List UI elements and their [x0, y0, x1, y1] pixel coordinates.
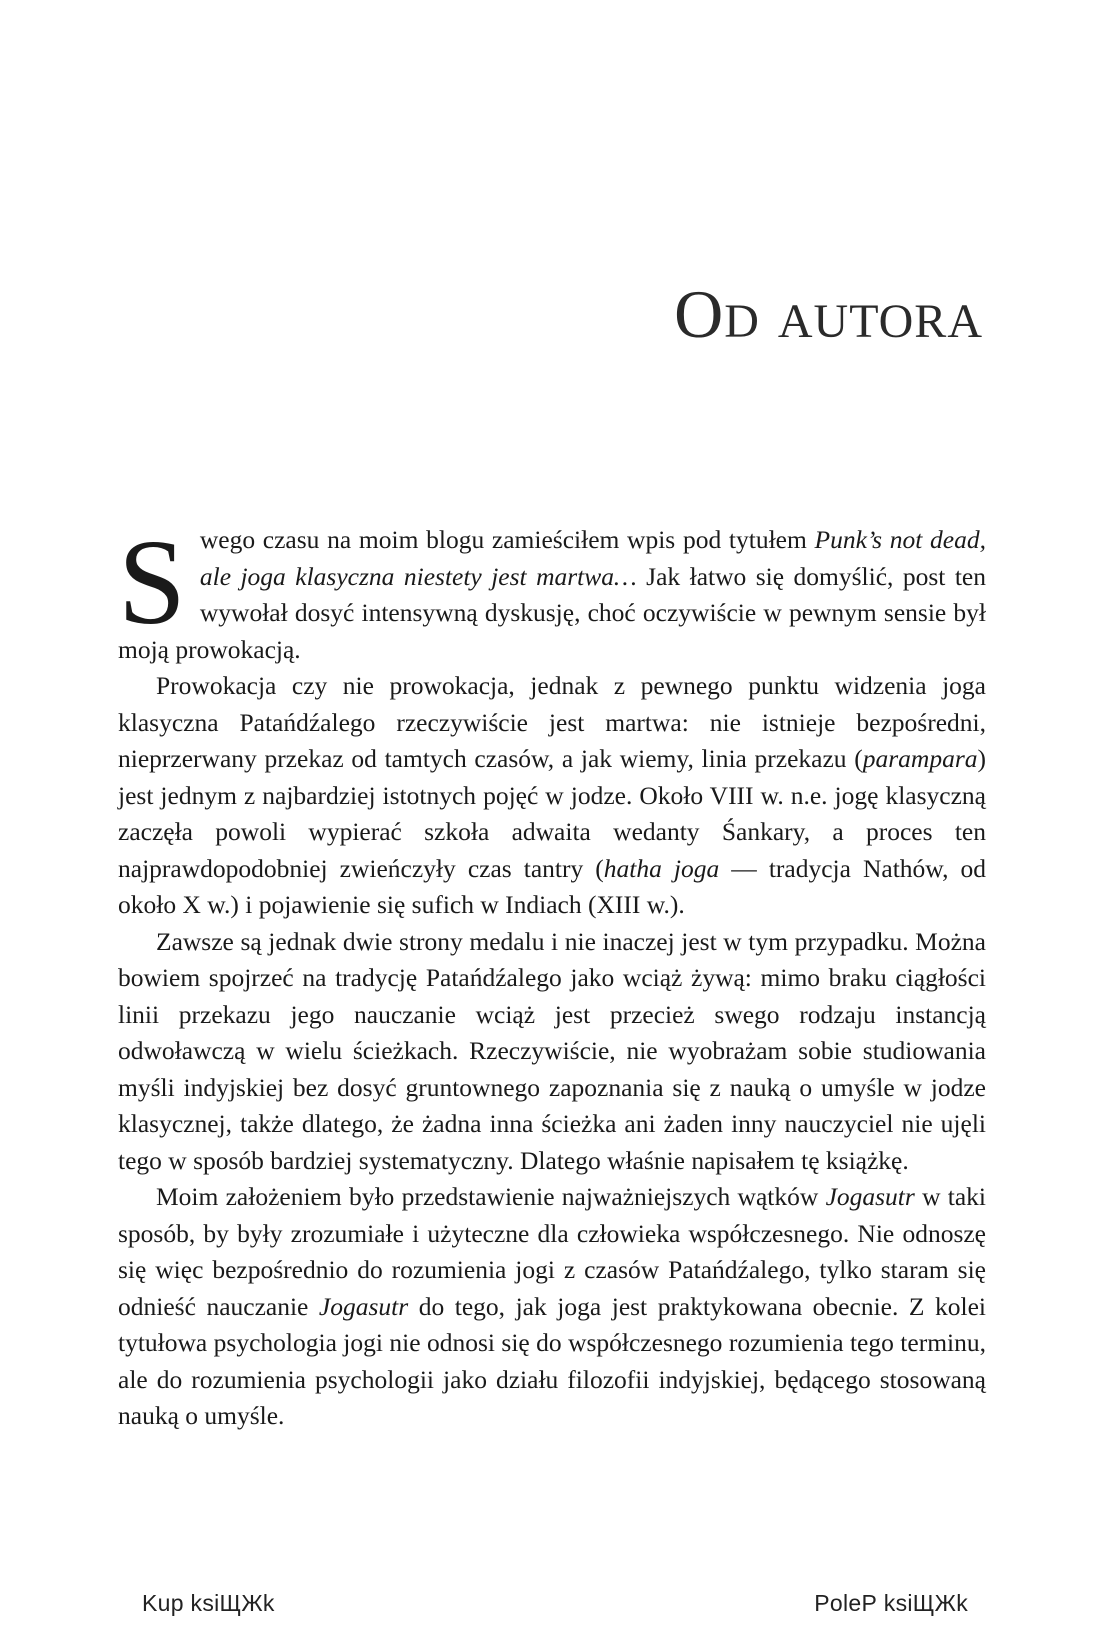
text-run: Prowokacja czy nie prowokacja, jednak z pewnego punktu widzenia joga klasyczna Patańdźalego rzeczywiście jest martwa: nie istnieje bezpośredni, nieprzerwany przekaz od tamtych czasów, a jak wiemy, linia przekazu (: [118, 671, 986, 773]
term-parampara: parampara: [862, 744, 978, 773]
text-run: wego czasu na moim blogu zamieściłem wpis pod tytułem: [199, 525, 815, 554]
chapter-body: [118, 515, 987, 1435]
paragraph-3: Zawsze są jednak dwie strony medalu i nie inaczej jest w tym przypadku. Można bowiem spojrzeć na tradycję Patańdźalego jako wciąż żywą: mimo braku ciągłości linii przekazu jego nauczanie wciąż jest przecież swego rodzaju instancją odwoławczą w wielu ścieżkach. Rzeczywiście, nie wyobrażam sobie studiowania myśli indyjskiej bez dosyć gruntownego zapoznania się z nauką o umyśle w jodze klasycznej, także dlatego, że żadna inna ścieżka ani żaden inny nauczyciel nie ujęli tego w sposób bardziej systematyczny. Dlatego właśnie napisałem tę książkę.: [118, 926, 986, 1175]
buy-book-link[interactable]: Kup ksiЩЖk: [142, 1590, 275, 1616]
text-run: ) jest jednym z najbardziej istotnych pojęć w jodze. Około VIII w. n.e. jogę klasyczną zaczęła powoli wypierać szkoła adwaita wedanty Śankary, a proces ten najprawdopodobniej zwieńczyły czas tantry (: [118, 744, 986, 883]
text-run: Moim założeniem było przedstawienie najważniejszych wątków: [156, 1182, 826, 1211]
paragraph-1: [118, 515, 986, 668]
drop-cap: S: [118, 515, 186, 650]
text-run: do tego, jak joga jest praktykowana obecnie. Z kolei tytułowa psychologia jogi nie odnosi się do współczesnego rozumienia tego terminu, ale do rozumienia psychologii jako działu filozofii indyjskiej, będącego stosowaną nauką o umyśle.: [118, 1291, 986, 1430]
chapter-title: Od autora: [674, 276, 983, 352]
paragraph-4: [118, 1179, 986, 1435]
text-run: w taki sposób, by były zrozumiałe i użyteczne dla człowieka współczesnego. Nie odnoszę się więc bezpośrednio do rozumienia jogi z czasów Patańdźalego, tylko staram się odnieść nauczanie: [118, 1182, 987, 1321]
paragraph-2: [118, 668, 986, 924]
blog-post-title: Punk’s not dead, ale joga klasyczna niestety jest martwa…: [199, 525, 986, 591]
text-run: — tradycja Nathów, od około X w.) i pojawienie się sufich w Indiach (XIII w.).: [118, 853, 986, 919]
term-hatha-joga: hatha joga: [603, 853, 720, 883]
term-jogasutr: Jogasutr: [318, 1291, 409, 1321]
recommend-book-link[interactable]: PoleР ksiЩЖk: [814, 1590, 968, 1616]
term-jogasutr: Jogasutr: [825, 1182, 915, 1211]
text-run: Jak łatwo się domyślić, post ten wywołał dosyć intensywną dyskusję, choć oczywiście w pewnym sensie był moją prowokacją.: [118, 561, 986, 664]
